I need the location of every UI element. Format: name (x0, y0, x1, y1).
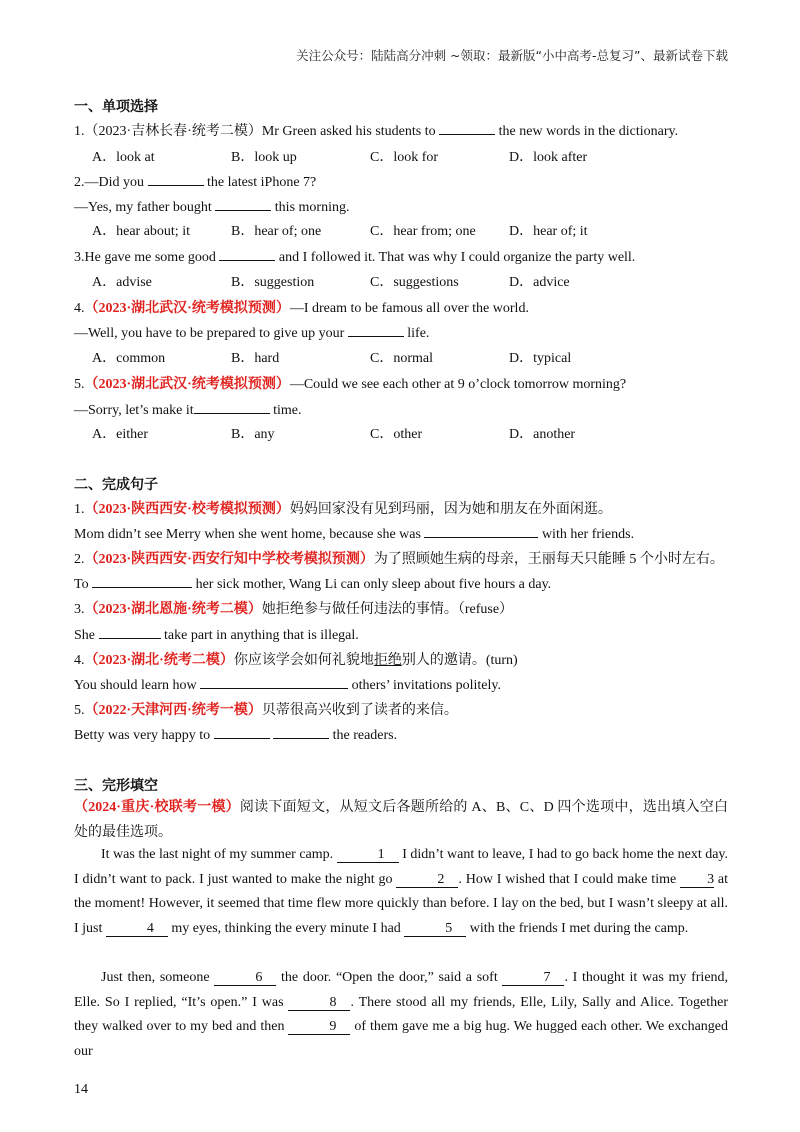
option-b[interactable]: B．hard (231, 351, 280, 366)
question-1-options (92, 146, 692, 166)
question-source: （2023·湖北武汉·统考模拟预测） (84, 377, 290, 392)
sentence-2: To her sick mother, Wang Li can only sleep about five hours a day. (74, 573, 551, 593)
cloze-paragraph-2: Just then, someone 6 the door. “Open the door,” said a soft 7 . I thought it was my friend, Elle. So I replied, “It’s open.” I was 8 . There stood all my friends, Elle, Lily, Sally and Alice. Together they walked over to my bed and then 9 of them gave me a big hug. We hugged each other. We exchanged our (74, 970, 729, 1059)
sentence-5: Betty was very happy to the readers. (74, 724, 397, 744)
cloze-blank-7[interactable]: 7 (502, 971, 564, 986)
cloze-blank-8[interactable]: 8 (288, 996, 350, 1011)
option-d[interactable]: D．advice (509, 275, 570, 290)
question-1: 1.（2023·吉林长春·统考二模）Mr Green asked his students to the new words in the dictionary. (74, 120, 678, 140)
sentence-4: You should learn how others’ invitations politely. (74, 674, 501, 694)
question-source: （2024·重庆·校联考一模） (74, 800, 240, 815)
option-c[interactable]: C．look for (370, 150, 439, 165)
option-b[interactable]: B．any (231, 427, 275, 442)
cloze-instructions: （2024·重庆·校联考一模）阅读下面短文，从短文后各题所给的 A、B、C、D 四个选项中，选出填入空白处的最佳选项。 (74, 800, 728, 840)
cloze-paragraph-1: It was the last night of my summer camp. 1 I didn’t want to leave, I had to go back home the next day. I didn’t want to pack. I just wanted to make the night go 2 . How I wished that I could make time 3 at the moment! However, it seemed that time flew more quickly than before. I lay on the bed, but I wasn’t sleepy at all. I just 4 my eyes, thinking the every minute I had 5 with the friends I met during the camp. (74, 847, 729, 936)
question-source: （2023·湖北武汉·统考模拟预测） (84, 301, 290, 316)
sentence-3: She take part in anything that is illegal. (74, 624, 359, 644)
sentence-3-prompt: 3.（2023·湖北恩施·统考二模）她拒绝参与做任何违法的事情。（refuse） (74, 602, 514, 617)
sentence-5-prompt: 5.（2022·天津河西·统考一模）贝蒂很高兴收到了读者的来信。 (74, 703, 458, 718)
section-title-cloze: 三、完形填空 (74, 778, 158, 794)
question-4-line-2: —Well, you have to be prepared to give up your life. (74, 322, 429, 342)
option-d[interactable]: D．hear of; it (509, 224, 588, 239)
question-4-line-1: 4.（2023·湖北武汉·统考模拟预测）—I dream to be famous all over the world. (74, 301, 529, 316)
option-a[interactable]: A．common (92, 351, 166, 366)
question-source: （2023·湖北恩施·统考二模） (84, 602, 262, 617)
question-5-line-1: 5.（2023·湖北武汉·统考模拟预测）—Could we see each other at 9 o’clock tomorrow morning? (74, 377, 627, 392)
question-3-options (92, 271, 692, 291)
option-c[interactable]: C．hear from; one (370, 224, 476, 239)
question-5-options (92, 423, 692, 443)
option-a[interactable]: A．look at (92, 150, 155, 165)
section-title-single-choice: 一、单项选择 (74, 99, 158, 115)
question-source: （2022·天津河西·统考一模） (84, 703, 262, 718)
cloze-blank-4[interactable]: 4 (106, 922, 168, 937)
option-b[interactable]: B．look up (231, 150, 297, 165)
question-3: 3.He gave me some good and I followed it. That was why I could organize the party well. (74, 246, 635, 266)
question-2-options (92, 220, 692, 240)
question-source: （2023·陕西西安·西安行知中学校考模拟预测） (84, 552, 374, 567)
option-c[interactable]: C．normal (370, 351, 433, 366)
sentence-1: Mom didn’t see Merry when she went home, because she was with her friends. (74, 523, 634, 543)
option-c[interactable]: C．other (370, 427, 423, 442)
cloze-blank-9[interactable]: 9 (288, 1020, 350, 1035)
cloze-blank-5[interactable]: 5 (404, 922, 466, 937)
sentence-1-prompt: 1.（2023·陕西西安·校考模拟预测）妈妈回家没有见到玛丽，因为她和朋友在外面闲逛。 (74, 502, 612, 517)
option-d[interactable]: D．typical (509, 351, 572, 366)
option-b[interactable]: B．suggestion (231, 275, 315, 290)
question-4-options (92, 347, 692, 367)
option-c[interactable]: C．suggestions (370, 275, 459, 290)
cloze-blank-1[interactable]: 1 (337, 848, 399, 863)
sentence-4-prompt: 4.（2023·湖北·统考二模）你应该学会如何礼貌地拒绝别人的邀请。(turn) (74, 653, 518, 668)
question-5-line-2: —Sorry, let’s make it time. (74, 399, 302, 419)
cloze-blank-2[interactable]: 2 (396, 873, 458, 888)
question-2-line-2: —Yes, my father bought this morning. (74, 196, 349, 216)
cloze-blank-6[interactable]: 6 (214, 971, 276, 986)
option-d[interactable]: D．look after (509, 150, 588, 165)
option-d[interactable]: D．another (509, 427, 576, 442)
option-a[interactable]: A．advise (92, 275, 152, 290)
page-number: 14 (74, 1082, 88, 1097)
question-source: （2023·湖北·统考二模） (84, 653, 234, 668)
option-b[interactable]: B．hear of; one (231, 224, 322, 239)
sentence-2-prompt: 2.（2023·陕西西安·西安行知中学校考模拟预测）为了照顾她生病的母亲，王丽每天只能睡 5 个小时左右。 (74, 552, 724, 567)
question-2-line-1: 2.—Did you the latest iPhone 7? (74, 171, 316, 191)
question-source: （2023·陕西西安·校考模拟预测） (84, 502, 290, 517)
option-a[interactable]: A．either (92, 427, 148, 442)
cloze-blank-3[interactable]: 3 (680, 873, 714, 888)
option-a[interactable]: A．hear about; it (92, 224, 190, 239)
page-header: 关注公众号：陆陆高分冲刺 ~领取：最新版“小中高考-总复习”、最新试卷下载 (296, 48, 728, 63)
section-title-complete-sentences: 二、完成句子 (74, 477, 158, 493)
